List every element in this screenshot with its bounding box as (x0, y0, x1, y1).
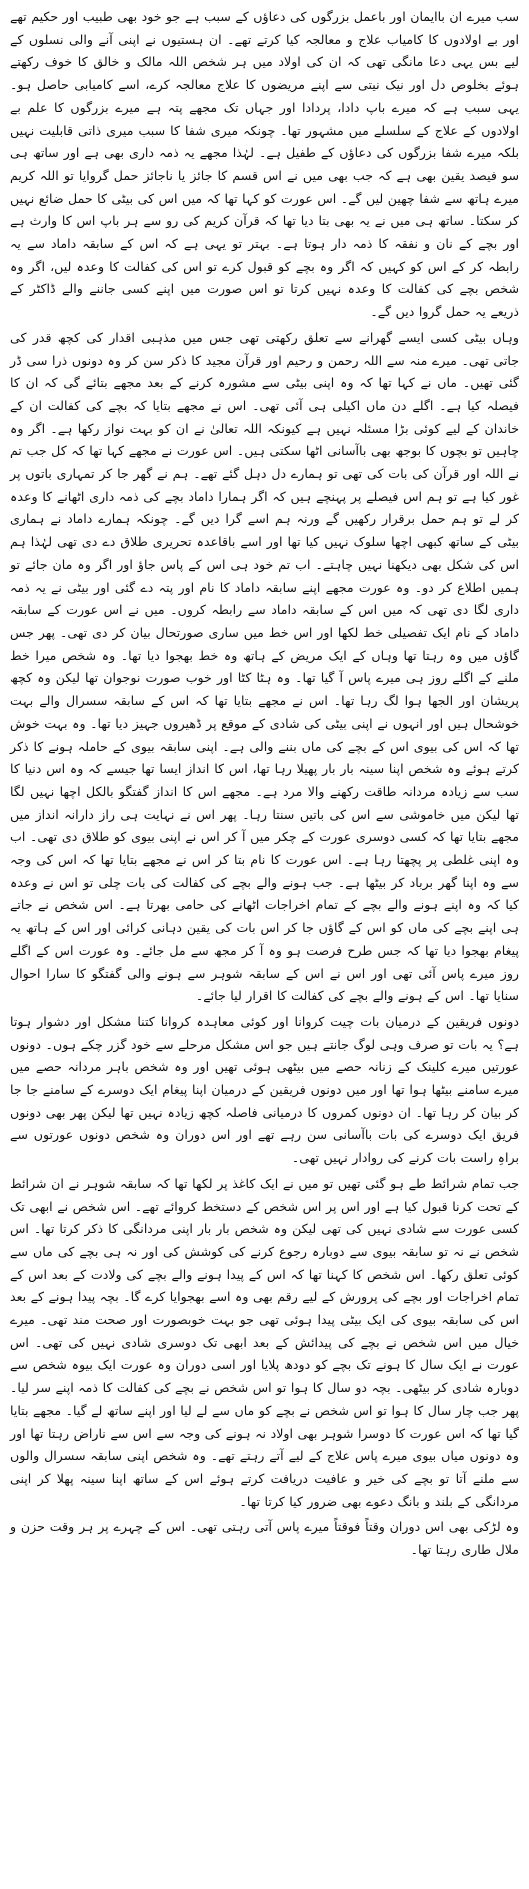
article-paragraph-2: وہاں بیٹی کسی ایسے گھرانے سے تعلق رکھتی تھی جس میں مذہبی اقدار کی کچھ قدر کی جاتی تھی۔ میرے منہ سے اللہ رحمن و رحیم اور قرآن مجید کا ذکر سن کر وہ دونوں ذرا سی ڈر گئی تھیں۔ ماں نے کہا تھا کہ وہ اپنی بیٹی سے مشورہ کرنے کے بعد مجھے بتائے گی کہ ان کا فیصلہ کیا ہے۔ اگلے دن ماں اکیلی ہی آئی تھی۔ اس نے مجھے بتایا کہ بچے کی کفالت ان کے خاندان کے لیے کوئی بڑا مسئلہ نہیں ہے کیونکہ اللہ تعالیٰ نے ان کو بہت نواز رکھا ہے۔ اگر وہ چاہیں تو بچوں کا بوجھ بھی باآسانی اٹھا سکتی ہیں۔ اس عورت نے مجھے کہا تھا کہ کل جب تم نے اللہ اور قرآن کی بات کی تھی تو ہمارے دل دہل گئے تھے۔ ہم نے گھر جا کر تمہاری باتوں پر غور کیا ہے تو ہم اس فیصلے پر پہنچے ہیں کہ اگر ہمارا داماد بچے کی ذمہ داری اٹھانے کا وعدہ کر لے تو ہم حمل برقرار رکھیں گے ورنہ ہم اسے گرا دیں گے۔ چونکہ ہمارے داماد نے ہماری بیٹی کے ساتھ کبھی اچھا سلوک نہیں کیا تھا اور اسے باقاعدہ تحریری طلاق دے دی تھی لہٰذا ہم اس کی شکل بھی دیکھنا نہیں چاہتے۔ اب تم خود ہی اس کے پاس جاؤ اور اگر وہ مان جائے تو ہمیں اطلاع کر دو۔ وہ عورت مجھے اپنے سابقہ داماد کا نام اور پتہ دے گئی اور بیٹی نے یہ ذمہ داری لگا دی تھی کہ میں اس کے سابقہ داماد سے رابطہ کروں۔ میں نے اس عورت کے سابقہ داماد کے نام ایک تفصیلی خط لکھا اور اس خط میں ساری صورتحال بیان کر دی تھی۔ پھر جس گاؤں میں وہ رہتا تھا وہاں کے ایک مریض کے ہاتھ وہ خط بھجوا دیا تھا۔ وہ شخص میرا خط ملنے کے اگلے روز ہی میرے پاس آ گیا تھا۔ وہ ہٹا کٹا اور خوب صورت نوجوان تھا لیکن وہ کچھ پریشان اور الجھا ہوا لگ رہا تھا۔ اس نے مجھے بتایا تھا کہ اس کے سابقہ سسرال والے بہت خوشحال ہیں اور انہوں نے اپنی بیٹی کی شادی کے موقع پر ڈھیروں جہیز دیا تھا۔ وہ بہت خوش تھا کہ اس کی بیوی اس کے بچے کی ماں بننے والی ہے۔ اپنی سابقہ بیوی کے حاملہ ہونے کا ذکر کرتے ہوئے وہ شخص اپنا سینہ بار بار پھیلا رہا تھا، اس کا انداز ایسا تھا جیسے کہ وہ اس دنیا کا سب سے زیادہ مردانہ طاقت رکھنے والا مرد ہے۔ مجھے اس کا انداز گفتگو بالکل اچھا نہیں لگا تھا لیکن میں خاموشی سے اس کی باتیں سنتا رہا۔ پھر اس نے نہایت ہی راز دارانہ انداز میں مجھے بتایا تھا کہ کسی دوسری عورت کے چکر میں آ کر اس نے اپنی بیوی کو طلاق دی تھی۔ اب وہ اپنی غلطی پر پچھتا رہا ہے۔ اس عورت کا نام بتا کر اس نے مجھے بتایا تھا کہ اس کی وجہ سے وہ اپنا گھر برباد کر بیٹھا ہے۔ جب ہونے والے بچے کی کفالت کی بات چلی تو اس نے وعدہ کیا کہ وہ اپنے ہونے والے بچے کے تمام اخراجات اٹھانے کی حامی بھرتا ہے۔ اس شخص نے جاتے ہی اپنے بچے کی ماں کو اس کے گاؤں جا کر اس بات کی یقین دہانی کرائی اور اس کے ہاتھ یہ پیغام بھجوا دیا تھا کہ جس طرح فرصت ہو وہ آ کر مجھ سے مل جائے۔ وہ عورت اس کے اگلے روز میرے پاس آئی تھی اور اس نے اس کے سابقہ شوہر سے ہونے والی گفتگو کا سارا احوال سنایا تھا۔ اس کے ہونے والے بچے کی کفالت کا اقرار لیا جائے۔ (10, 329, 519, 1004)
article-paragraph-5: وہ لڑکی بھی اس دوران وقتاً فوقتاً میرے پاس آتی رہتی تھی۔ اس کے چہرے پر ہر وقت حزن و ملال طاری رہتا تھا۔ (10, 1519, 519, 1558)
article-paragraph-3: دونوں فریقین کے درمیان بات چیت کروانا اور کوئی معاہدہ کروانا کتنا مشکل اور دشوار ہوتا ہے؟ یہ بات تو صرف وہی لوگ جانتے ہیں جو اس مشکل مرحلے سے خود گزر چکے ہوں۔ دونوں عورتیں میرے کلینک کے زنانہ حصے میں بیٹھی ہوئی تھیں اور وہ شخص باہر مردانہ حصے میں میرے سامنے بیٹھا ہوا تھا اور میں دونوں فریقین کے درمیان اپنا پیغام ایک دوسرے کے سامنے جا جا کر بیان کر رہا تھا۔ ان دونوں کمروں کا درمیانی فاصلہ کچھ زیادہ نہیں تھا لیکن پھر بھی دونوں فریق ایک دوسرے کی بات باآسانی سن رہے تھے اور اس دوران وہ شخص دونوں عورتوں سے براہِ راست بات کرنے کی روادار نہیں تھی۔ (10, 1013, 519, 1166)
article-paragraph-4: جب تمام شرائط طے ہو گئی تھیں تو میں نے ایک کاغذ پر لکھا تھا کہ سابقہ شوہر نے ان شرائط کے تحت کرنا قبول کیا ہے اور اس پر اس شخص کے دستخط کروائے تھے۔ اس شخص نے ابھی تک کسی عورت سے شادی نہیں کی تھی لیکن وہ شخص بار بار اپنی مردانگی کا ذکر کرتا تھا۔ اس شخص نے نہ تو سابقہ بیوی سے دوبارہ رجوع کرنے کی کوشش کی اور نہ ہی بچے کی ماں سے کوئی تعلق رکھا۔ اس شخص کا کہنا تھا کہ اس کے پیدا ہونے والے بچے کی ولادت کے بعد اس کے تمام اخراجات اور بچے کی پرورش کے لیے رقم بھی وہ اسے بھجوایا کرے گا۔ بچہ پیدا ہونے کے بعد اس کی سابقہ بیوی کی ایک بیٹی پیدا ہوئی تھی جو بہت خوبصورت اور صحت مند تھی۔ میرے خیال میں اس شخص نے بچے کی پیدائش کے بعد ابھی تک دوسری شادی نہیں کی تھی۔ اس عورت نے ایک سال کا ہونے تک بچے کو دودھ پلایا اور اسی دوران وہ عورت ایک بیوہ شخص سے دوبارہ شادی کر بیٹھی۔ بچہ دو سال کا ہوا تو اس شخص نے بچے کی کفالت کا ذمہ اپنے سر لیا۔ پھر جب چار سال کا ہوا تو اس شخص نے بچے کو ماں سے لے لیا اور اپنے ساتھ لے گیا۔ مجھے بتایا گیا تھا کہ اس عورت کا دوسرا شوہر بھی اولاد نہ ہونے کی وجہ سے اس سے ناراض رہتا تھا اور وہ دونوں میاں بیوی میرے پاس علاج کے لیے آتے رہتے تھے۔ وہ شخص اپنی سابقہ سسرال والوں سے ملنے آتا تو بچے کی خیر و عافیت دریافت کرتے ہوئے اس کے ساتھ اپنا سینہ پھلا کر اپنی مردانگی کے بلند و بانگ دعوے بھی ضرور کیا کرتا تھا۔ (9, 1175, 519, 1509)
article-paragraph-1: سب میرے ان باایمان اور باعمل بزرگوں کی دعاؤں کے سبب ہے جو خود بھی طبیب اور حکیم تھے اور بے اولادوں کا کامیاب علاج و معالجہ کیا کرتے تھے۔ ان ہستیوں نے اپنی آنے والی نسلوں کے لیے بس یہی دعا مانگی تھی کہ ان کی اولاد میں ہر شخص اللہ مالک و خالق کا خوف رکھتے ہوئے بخلوص دل اور نیک نیتی سے اپنے مریضوں کا علاج معالجہ کرے، اسے کامیابی حاصل ہو۔ یہی سبب ہے کہ میرے باپ دادا، پردادا اور جہاں تک مجھے پتہ ہے میرے بزرگوں کا علم بے اولادوں کے علاج کے سلسلے میں مشہور تھا۔ چونکہ میری شفا کا سبب میری ذاتی قابلیت نہیں بلکہ میرے شفا بزرگوں کی دعاؤں کے طفیل ہے۔ لہٰذا مجھے یہ ذمہ داری بھی ہے اور ساتھ ہی سو فیصد یقین بھی ہے کہ جب بھی میں نے اس قسم کا جائز یا ناجائز حمل گروایا تو اللہ کریم میرے ہاتھ سے شفا چھین لیں گے۔ اس عورت کو کہا تھا کہ میں اس کی بیٹی کا حمل ضائع نہیں کر سکتا۔ ساتھ ہی میں نے یہ بھی بتا دیا تھا کہ قرآن کریم کی رو سے ہر باپ اس کا وارث ہے اور بچے کے نان و نفقہ کا ذمہ دار ہوتا ہے۔ بہتر تو یہی ہے کہ اس کے سابقہ داماد سے یہ رابطہ کر کے اس کو کہیں کہ اگر وہ بچے کو قبول کرے تو اس کی کفالت کا وعدہ لیں، اگر وہ شخص بچے کی کفالت کا وعدہ نہیں کرتا تو اس صورت میں اپنے کسی جاننے والے ڈاکٹر کے ذریعے یہ حمل گروا دیں گے۔ (10, 9, 519, 320)
